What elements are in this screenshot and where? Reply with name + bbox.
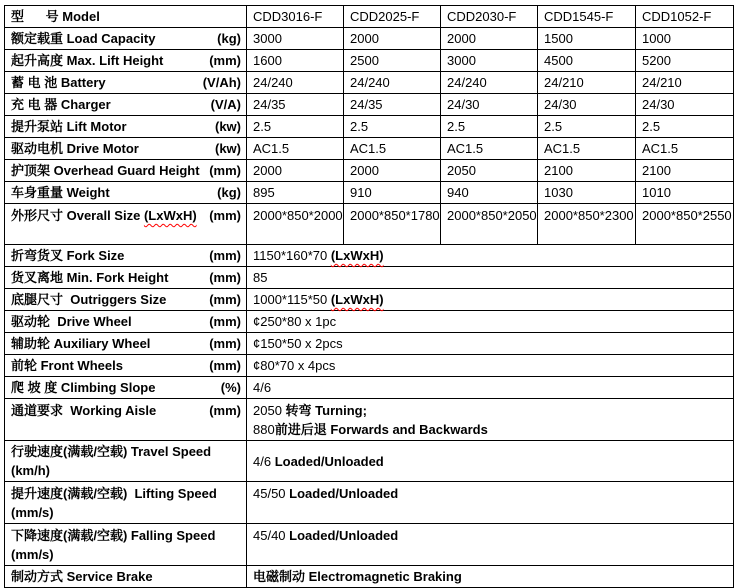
value-cell: 2000*850*2050 xyxy=(441,204,538,245)
text-segment: ¢250*80 x 1pc xyxy=(253,314,337,329)
value-line xyxy=(253,567,728,586)
table-row xyxy=(5,267,734,289)
row-label: 底腿尺寸 Outriggers Size xyxy=(11,292,167,307)
value-cell: 2000*850*1780 xyxy=(344,204,441,245)
row-unit: (mm) xyxy=(209,208,241,223)
table-row xyxy=(5,245,734,267)
value-cell: AC1.5 xyxy=(441,138,538,160)
value-line xyxy=(253,420,728,439)
value-cell-span xyxy=(247,355,734,377)
row-unit: (mm) xyxy=(209,336,241,351)
row-unit: (mm) xyxy=(209,270,241,285)
value-cell: 24/210 xyxy=(538,72,636,94)
value-cell: 2.5 xyxy=(441,116,538,138)
value-cell: 3000 xyxy=(247,28,344,50)
value-cell: 24/30 xyxy=(441,94,538,116)
row-label-cell xyxy=(5,399,247,441)
value-cell: AC1.5 xyxy=(636,138,734,160)
row-label-cell xyxy=(5,138,247,160)
value-line xyxy=(253,452,728,471)
value-cell: 1030 xyxy=(538,182,636,204)
row-label-line2: (mm/s) xyxy=(11,547,54,562)
row-label-cell xyxy=(5,333,247,355)
value-cell: AC1.5 xyxy=(538,138,636,160)
value-cell: 24/30 xyxy=(538,94,636,116)
value-line xyxy=(253,526,728,545)
text-segment: 外形尺寸 Overall Size xyxy=(11,208,144,223)
table-row xyxy=(5,160,734,182)
value-cell-span xyxy=(247,311,734,333)
row-unit: (mm) xyxy=(209,314,241,329)
row-label-cell xyxy=(5,524,247,566)
value-cell: 895 xyxy=(247,182,344,204)
value-cell: 2000 xyxy=(441,28,538,50)
row-label: 车身重量 Weight xyxy=(11,185,110,200)
table-row xyxy=(5,333,734,355)
row-unit: (kg) xyxy=(217,31,241,46)
header-model-cell: CDD2025-F xyxy=(344,6,441,28)
row-label-cell xyxy=(5,94,247,116)
value-cell: 24/35 xyxy=(344,94,441,116)
value-line xyxy=(253,484,728,503)
header-model-cell: CDD1052-F xyxy=(636,6,734,28)
value-cell-span xyxy=(247,524,734,566)
header-model-cell: CDD2030-F xyxy=(441,6,538,28)
text-segment: ¢150*50 x 2pcs xyxy=(253,336,343,351)
row-label: 前轮 Front Wheels xyxy=(11,358,123,373)
value-cell: 2050 xyxy=(441,160,538,182)
row-unit: (kg) xyxy=(217,185,241,200)
row-label-cell xyxy=(5,441,247,482)
value-cell: AC1.5 xyxy=(247,138,344,160)
table-row xyxy=(5,311,734,333)
row-label-cell xyxy=(5,182,247,204)
row-label: 下降速度(满载/空载) Falling Speed xyxy=(11,528,216,543)
row-unit: (V/A) xyxy=(210,97,241,112)
value-cell: 2000 xyxy=(247,160,344,182)
row-unit: (kw) xyxy=(215,141,241,156)
row-label-cell xyxy=(5,204,247,245)
value-cell: 2000*850*2300 xyxy=(538,204,636,245)
value-cell: 940 xyxy=(441,182,538,204)
table-row xyxy=(5,566,734,588)
text-segment: 2050 xyxy=(253,403,286,418)
row-label-cell xyxy=(5,72,247,94)
row-label xyxy=(11,206,197,225)
value-cell: 5200 xyxy=(636,50,734,72)
text-segment: 880 xyxy=(253,422,275,437)
value-cell-span xyxy=(247,566,734,588)
row-unit: (mm) xyxy=(209,403,241,418)
text-segment: 转弯 Turning; xyxy=(285,403,367,418)
table-row xyxy=(5,289,734,311)
row-label-cell xyxy=(5,311,247,333)
spellcheck-flagged-text: (LxWxH) xyxy=(330,292,384,307)
text-segment: 4/6 xyxy=(253,380,272,395)
text-segment: Loaded/Unloaded xyxy=(274,453,384,469)
table-row xyxy=(5,94,734,116)
row-label: 行驶速度(满载/空载) Travel Speed (km/h) xyxy=(11,444,215,478)
value-cell: 2100 xyxy=(636,160,734,182)
table-row xyxy=(5,72,734,94)
value-cell: 2000 xyxy=(344,160,441,182)
row-label: 辅助轮 Auxiliary Wheel xyxy=(11,336,151,351)
table-row xyxy=(5,355,734,377)
row-label: 充 电 器 Charger xyxy=(11,97,111,112)
value-cell: 24/240 xyxy=(247,72,344,94)
text-segment: 1000*115*50 xyxy=(253,292,331,307)
row-label-cell xyxy=(5,267,247,289)
value-cell: 1010 xyxy=(636,182,734,204)
value-cell: 2.5 xyxy=(344,116,441,138)
value-line xyxy=(253,268,728,287)
value-cell-span xyxy=(247,399,734,441)
table-row xyxy=(5,138,734,160)
value-cell: 2.5 xyxy=(636,116,734,138)
value-cell: 4500 xyxy=(538,50,636,72)
value-cell: 910 xyxy=(344,182,441,204)
row-label: 额定载重 Load Capacity xyxy=(11,31,156,46)
value-line xyxy=(253,378,728,397)
value-cell-span xyxy=(247,482,734,524)
value-cell: 2.5 xyxy=(538,116,636,138)
header-model-cell: CDD1545-F xyxy=(538,6,636,28)
value-line xyxy=(253,401,728,420)
text-segment: 4/6 xyxy=(253,453,275,469)
table-row xyxy=(5,204,734,245)
table-row xyxy=(5,482,734,524)
text-segment: Loaded/Unloaded xyxy=(289,528,399,543)
value-cell: 2.5 xyxy=(247,116,344,138)
row-unit: (mm) xyxy=(209,248,241,263)
header-row xyxy=(5,6,734,28)
row-unit: (%) xyxy=(220,380,241,395)
row-unit: (mm) xyxy=(209,292,241,307)
row-label: 通道要求 Working Aisle xyxy=(11,403,157,418)
value-cell-span xyxy=(247,377,734,399)
table-row xyxy=(5,116,734,138)
row-label-cell xyxy=(5,482,247,524)
value-cell-span xyxy=(247,245,734,267)
text-segment: 85 xyxy=(253,270,268,285)
header-label-cell xyxy=(5,6,247,28)
value-cell: 24/35 xyxy=(247,94,344,116)
row-label: 制动方式 Service Brake xyxy=(11,569,153,584)
row-label-cell xyxy=(5,355,247,377)
row-label: 提升泵站 Lift Motor xyxy=(11,119,127,134)
value-line xyxy=(253,312,728,331)
row-label: 爬 坡 度 Climbing Slope xyxy=(11,380,156,395)
spellcheck-flagged-text: (LxWxH) xyxy=(143,208,197,223)
row-unit: (V/Ah) xyxy=(202,75,241,90)
text-segment: ¢80*70 x 4pcs xyxy=(253,358,336,373)
row-unit: (mm) xyxy=(209,163,241,178)
row-label: 驱动轮 Drive Wheel xyxy=(11,314,132,329)
spellcheck-flagged-text: (LxWxH) xyxy=(330,248,384,263)
table-row xyxy=(5,399,734,441)
row-label-line2: (mm/s) xyxy=(11,505,54,520)
value-cell: 24/240 xyxy=(344,72,441,94)
value-cell-span xyxy=(247,267,734,289)
value-cell: 1600 xyxy=(247,50,344,72)
value-line xyxy=(253,290,728,309)
text-segment: 1150*160*70 xyxy=(253,248,331,263)
row-label-cell xyxy=(5,566,247,588)
value-cell: 2000 xyxy=(344,28,441,50)
value-cell: 2000*850*2000 xyxy=(247,204,344,245)
row-label: 蓄 电 池 Battery xyxy=(11,75,106,90)
row-label: 折弯货叉 Fork Size xyxy=(11,248,125,263)
value-cell: 2000*850*2550 xyxy=(636,204,734,245)
row-unit: (kw) xyxy=(215,119,241,134)
value-cell: 2500 xyxy=(344,50,441,72)
spec-table xyxy=(4,5,734,588)
value-cell-span xyxy=(247,333,734,355)
value-cell-span xyxy=(247,441,734,482)
table-row xyxy=(5,28,734,50)
row-label-cell xyxy=(5,28,247,50)
text-segment: 45/40 xyxy=(253,528,290,543)
value-line xyxy=(253,246,728,265)
header-model-cell: CDD3016-F xyxy=(247,6,344,28)
value-cell: 1500 xyxy=(538,28,636,50)
value-line xyxy=(253,334,728,353)
row-label: 驱动电机 Drive Motor xyxy=(11,141,139,156)
value-cell: 1000 xyxy=(636,28,734,50)
value-cell: 2100 xyxy=(538,160,636,182)
value-cell: 24/210 xyxy=(636,72,734,94)
table-row xyxy=(5,377,734,399)
value-cell: 24/30 xyxy=(636,94,734,116)
row-label-cell xyxy=(5,289,247,311)
header-label: 型 号 Model xyxy=(11,9,100,24)
text-segment: 45/50 xyxy=(253,486,290,501)
value-cell: AC1.5 xyxy=(344,138,441,160)
table-row xyxy=(5,182,734,204)
row-label-cell xyxy=(5,377,247,399)
text-segment: Loaded/Unloaded xyxy=(289,486,399,501)
value-cell: 3000 xyxy=(441,50,538,72)
row-label: 提升速度(满载/空载) Lifting Speed xyxy=(11,486,217,501)
table-row xyxy=(5,441,734,482)
row-label-cell xyxy=(5,50,247,72)
row-label-cell xyxy=(5,116,247,138)
row-label: 货叉离地 Min. Fork Height xyxy=(11,270,169,285)
table-row xyxy=(5,524,734,566)
value-line xyxy=(253,356,728,375)
text-segment: 前进后退 Forwards and Backwards xyxy=(274,422,488,437)
row-label: 起升高度 Max. Lift Height xyxy=(11,53,164,68)
text-segment: 电磁制动 Electromagnetic Braking xyxy=(253,569,462,584)
row-unit: (mm) xyxy=(209,358,241,373)
row-label: 护顶架 Overhead Guard Height xyxy=(11,163,200,178)
row-label-cell xyxy=(5,245,247,267)
row-unit: (mm) xyxy=(209,53,241,68)
value-cell-span xyxy=(247,289,734,311)
row-label-cell xyxy=(5,160,247,182)
table-row xyxy=(5,50,734,72)
value-cell: 24/240 xyxy=(441,72,538,94)
